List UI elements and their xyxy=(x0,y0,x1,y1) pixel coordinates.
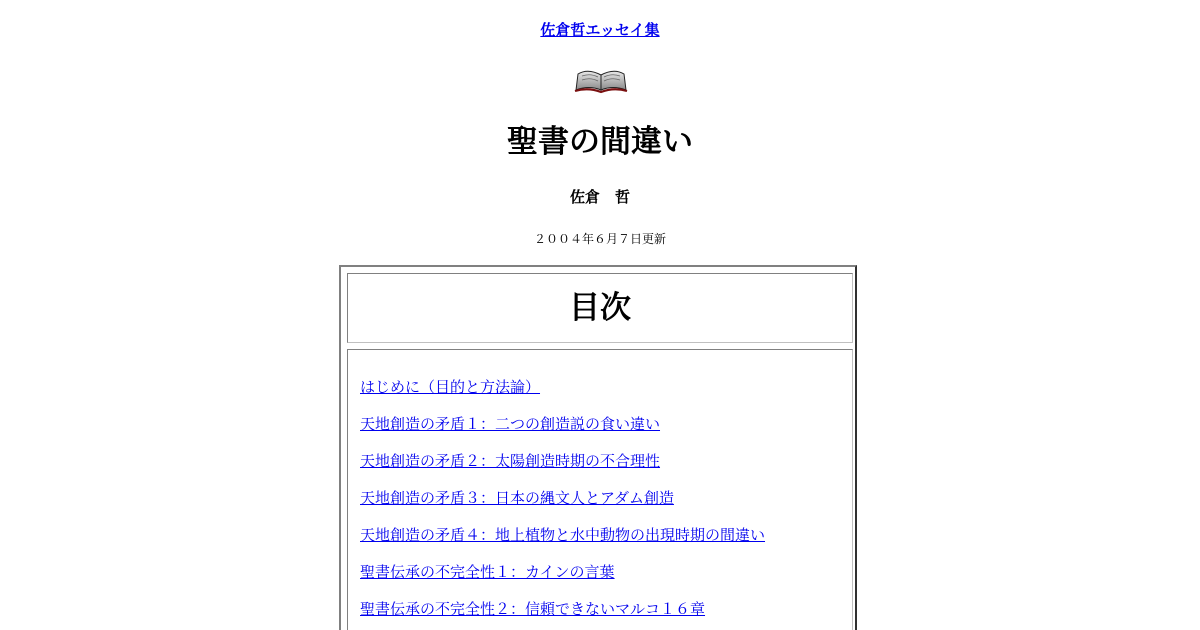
toc-link-tradition-2[interactable]: 聖書伝承の不完全性２：信頼できないマルコ１６章 xyxy=(360,600,706,618)
toc-heading-cell xyxy=(347,273,853,343)
toc-item xyxy=(360,561,765,598)
toc-heading: 目次 xyxy=(569,290,631,326)
toc-link-creation-1[interactable]: 天地創造の矛盾１：二つの創造説の食い違い xyxy=(360,415,661,433)
toc-item xyxy=(360,598,765,630)
toc-link-tradition-1[interactable]: 聖書伝承の不完全性１：カインの言葉 xyxy=(360,563,615,581)
toc-item xyxy=(360,413,765,450)
toc-item xyxy=(360,450,765,487)
toc-item xyxy=(360,524,765,561)
toc-link-creation-4[interactable]: 天地創造の矛盾４：地上植物と水中動物の出現時期の間違い xyxy=(360,526,766,544)
open-book-icon xyxy=(574,66,628,94)
toc-list-cell xyxy=(347,349,853,630)
toc-link-creation-2[interactable]: 天地創造の矛盾２：太陽創造時期の不合理性 xyxy=(360,452,661,470)
toc-link-creation-3[interactable]: 天地創造の矛盾３：日本の縄文人とアダム創造 xyxy=(360,489,674,507)
site-home-link[interactable]: 佐倉哲エッセイ集 xyxy=(540,21,660,39)
page-title: 聖書の間違い xyxy=(507,124,693,160)
toc-item xyxy=(360,487,765,524)
updated-date: ２００４年６月７日更新 xyxy=(533,232,666,246)
toc-link-introduction[interactable]: はじめに（目的と方法論） xyxy=(360,378,541,396)
toc-list xyxy=(360,376,765,630)
author-name: 佐倉 哲 xyxy=(569,188,630,206)
toc-item xyxy=(360,376,765,413)
site-link-container xyxy=(0,20,1200,40)
